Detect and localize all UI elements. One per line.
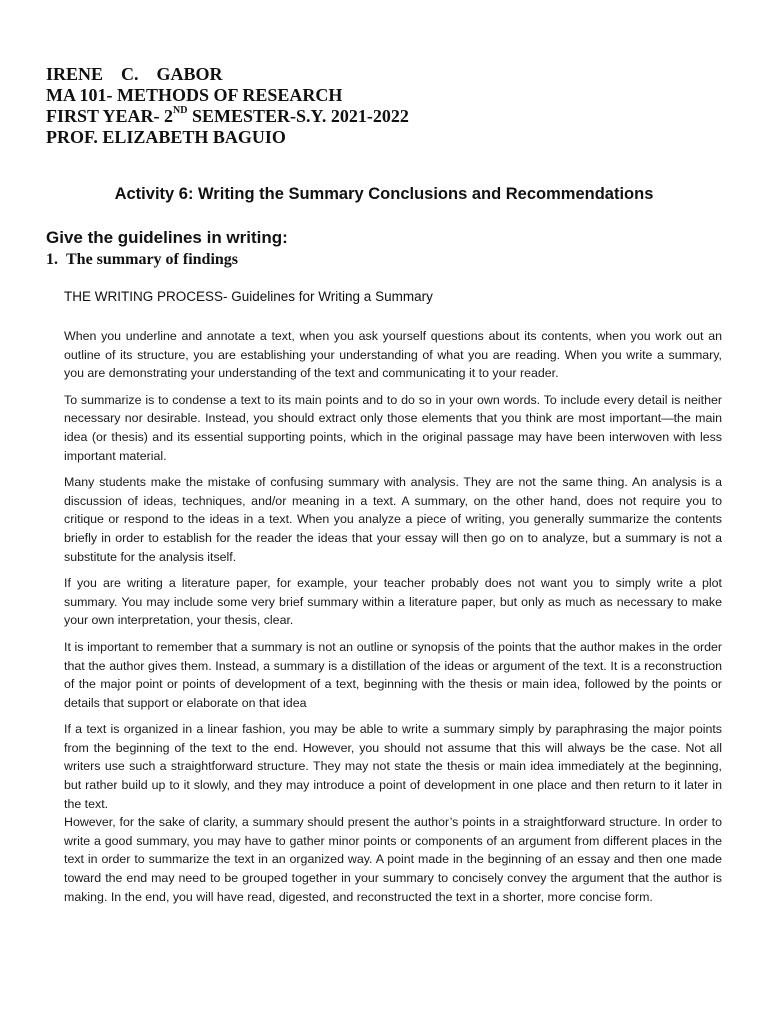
student-name: IRENE C. GABOR bbox=[46, 64, 223, 84]
paragraph: It is important to remember that a summary is not an outline or synopsis of the points that the author makes in the order that the author gives them. Instead, a summary is a distillation of the ideas or argument of the text. It is a reconstruction of the major point or points of development of a text, beginning with the thesis or main idea, followed by the points or details that support or elaborate on that idea bbox=[64, 639, 722, 710]
student-header bbox=[46, 64, 409, 148]
activity-title: Activity 6: Writing the Summary Conclusions and Recommendations bbox=[114, 185, 654, 203]
section-title: The summary of findings bbox=[66, 251, 239, 268]
section-number: 1. bbox=[46, 251, 58, 268]
year-semester bbox=[46, 106, 409, 127]
year-superscript: ND bbox=[173, 105, 188, 116]
writing-process-heading: THE WRITING PROCESS- Guidelines for Writing a Summary bbox=[64, 289, 433, 304]
year-prefix: FIRST YEAR- 2 bbox=[46, 106, 174, 126]
paragraph: When you underline and annotate a text, when you ask yourself questions about its contents, when you work out an outline of its structure, you are establishing your understanding of what you are reading. When you write a summary, you are demonstrating your understanding of the text and communicating it to your reader. bbox=[64, 329, 722, 381]
guidelines-heading: Give the guidelines in writing: bbox=[46, 228, 288, 247]
course-name: MA 101- METHODS OF RESEARCH bbox=[46, 85, 343, 105]
professor-name: PROF. ELIZABETH BAGUIO bbox=[46, 127, 286, 147]
paragraph: Many students make the mistake of confusing summary with analysis. They are not the same thing. An analysis is a discussion of ideas, techniques, and/or meaning in a text. A summary, on the other hand, does not require you to critique or respond to the ideas in a text. When you analyze a piece of writing, you generally summarize the contents briefly in order to establish for the reader the ideas that your essay will then go on to analyze, but a summary is not a substitute for the analysis itself. bbox=[64, 475, 722, 564]
paragraph: However, for the sake of clarity, a summary should present the author’s points in a straightforward structure. In order to write a good summary, you may have to gather minor points or components of an argument from different places in the text in order to summarize the text in an organized way. A point made in the beginning of an essay and then one made toward the end may need to be grouped together in your summary to concisely convey the argument that the author is making. In the end, you will have read, digested, and reconstructed the text in a shorter, more concise form. bbox=[64, 815, 722, 904]
paragraph: If a text is organized in a linear fashion, you may be able to write a summary simply by paraphrasing the major points from the beginning of the text to the end. However, you should not assume that this will always be the case. Not all writers use such a straightforward structure. They may not state the thesis or main idea immediately at the beginning, but rather build up to it slowly, and they may introduce a point of development in one place and then return to it later in the text. bbox=[64, 722, 722, 811]
paragraph: To summarize is to condense a text to its main points and to do so in your own words. To include every detail is neither necessary nor desirable. Instead, you should extract only those elements that you think are most important—the main idea (or thesis) and its essential supporting points, which in the original passage may have been interwoven with less important material. bbox=[64, 392, 722, 463]
year-suffix: SEMESTER-S.Y. 2021-2022 bbox=[187, 106, 409, 126]
body-text bbox=[64, 327, 722, 914]
paragraph: If you are writing a literature paper, for example, your teacher probably does not want you to simply write a plot summary. You may include some very brief summary within a literature paper, but only as much as necessary to make your own interpretation, your thesis, clear. bbox=[64, 576, 722, 628]
section-heading bbox=[46, 251, 238, 269]
